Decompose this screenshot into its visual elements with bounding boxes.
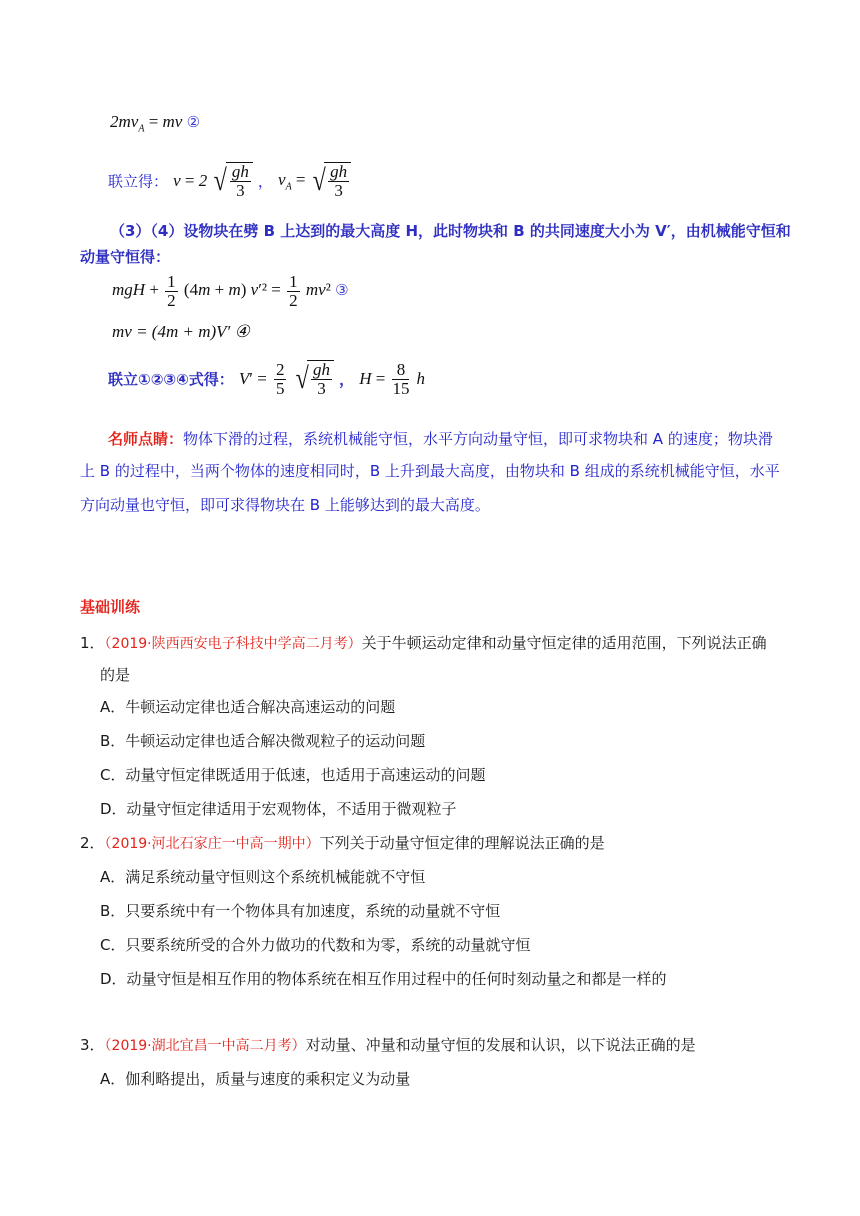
equation-3: mgH + $\frac{1}{2}$ (4m + m) v′² = $\frac{1}{2}$ mv² ③ xyxy=(112,271,349,310)
question-source: （2019·湖北宜昌一中高二月考） xyxy=(104,1038,306,1054)
section-title: 基础训练 xyxy=(80,598,141,616)
question-2-stem: 2．（2019·河北石家庄一中高一期中）下列关于动量守恒定律的理解说法正确的是 xyxy=(80,834,605,852)
join-label: 联立得： xyxy=(108,172,169,191)
question-source: （2019·陕西西安电子科技中学高二月考） xyxy=(104,636,362,652)
question-2-option-d[interactable]: D．动量守恒是相互作用的物体系统在相互作用过程中的任何时刻动量之和都是一样的 xyxy=(100,970,667,988)
question-2-option-b[interactable]: B．只要系统中有一个物体具有加速度，系统的动量就不守恒 xyxy=(100,902,501,920)
part34-line1: （3）（4）设物块在劈 B 上达到的最大高度 H，此时物块和 B 的共同速度大小为 V′，由机械能守恒和 xyxy=(110,222,791,240)
question-1-option-d[interactable]: D．动量守恒定律适用于宏观物体，不适用于微观粒子 xyxy=(100,800,457,818)
question-2-option-a[interactable]: A．满足系统动量守恒则这个系统机械能就不守恒 xyxy=(100,868,426,886)
tip-line-1: 名师点睛：物体下滑的过程，系统机械能守恒，水平方向动量守恒，即可求物块和 A 的速度；物块滑 xyxy=(108,430,773,448)
tip-line-2: 上 B 的过程中，当两个物体的速度相同时，B 上升到最大高度，由物块和 B 组成的系统机械能守恒，水平 xyxy=(80,462,780,480)
tip-line-3: 方向动量也守恒，即可求得物块在 B 上能够达到的最大高度。 xyxy=(80,496,490,514)
question-number: 3． xyxy=(80,1036,105,1054)
question-2-option-c[interactable]: C．只要系统所受的合外力做功的代数和为零，系统的动量就守恒 xyxy=(100,936,531,954)
join2-label: 联立①②③④式得： xyxy=(108,370,234,389)
question-3-option-a[interactable]: A．伽利略提出，质量与速度的乘积定义为动量 xyxy=(100,1070,411,1088)
question-source: （2019·河北石家庄一中高一期中） xyxy=(104,836,320,852)
result-line-1: 联立得： v = 2 √ $\frac{gh}{3}$ ， $v_A$ = √ $\frac{gh}{3}$ xyxy=(108,162,351,208)
question-3-stem: 3．（2019·湖北宜昌一中高二月考）对动量、冲量和动量守恒的发展和认识，以下说法正确的是 xyxy=(80,1036,696,1054)
question-1-option-a[interactable]: A．牛顿运动定律也适合解决高速运动的问题 xyxy=(100,698,396,716)
question-number: 1． xyxy=(80,634,105,652)
sqrt-gh-over-3: √ $\frac{gh}{3}$ xyxy=(212,162,252,200)
result-line-2: 联立①②③④式得： V′ = $\frac{2}{5}$ √ $\frac{gh}{3}$ ， H = $\frac{8}{15}$ h xyxy=(108,359,426,398)
question-1-option-c[interactable]: C．动量守恒定律既适用于低速，也适用于高速运动的问题 xyxy=(100,766,486,784)
tip-label: 名师点睛： xyxy=(108,430,184,448)
question-1-option-b[interactable]: B．牛顿运动定律也适合解决微观粒子的运动问题 xyxy=(100,732,426,750)
part34-line2: 动量守恒得： xyxy=(80,248,171,266)
question-1-stem-cont: 的是 xyxy=(100,666,131,684)
question-1-stem: 1．（2019·陕西西安电子科技中学高二月考）关于牛顿运动定律和动量守恒定律的适用范围，下列说法正确 xyxy=(80,634,767,652)
question-number: 2． xyxy=(80,834,105,852)
equation-4: mv = (4m + m)V′ ④ xyxy=(112,322,250,341)
equation-2: $2mv_A$ = mv ② xyxy=(110,112,201,135)
sqrt-gh-over-3-b: √ $\frac{gh}{3}$ xyxy=(311,162,351,200)
